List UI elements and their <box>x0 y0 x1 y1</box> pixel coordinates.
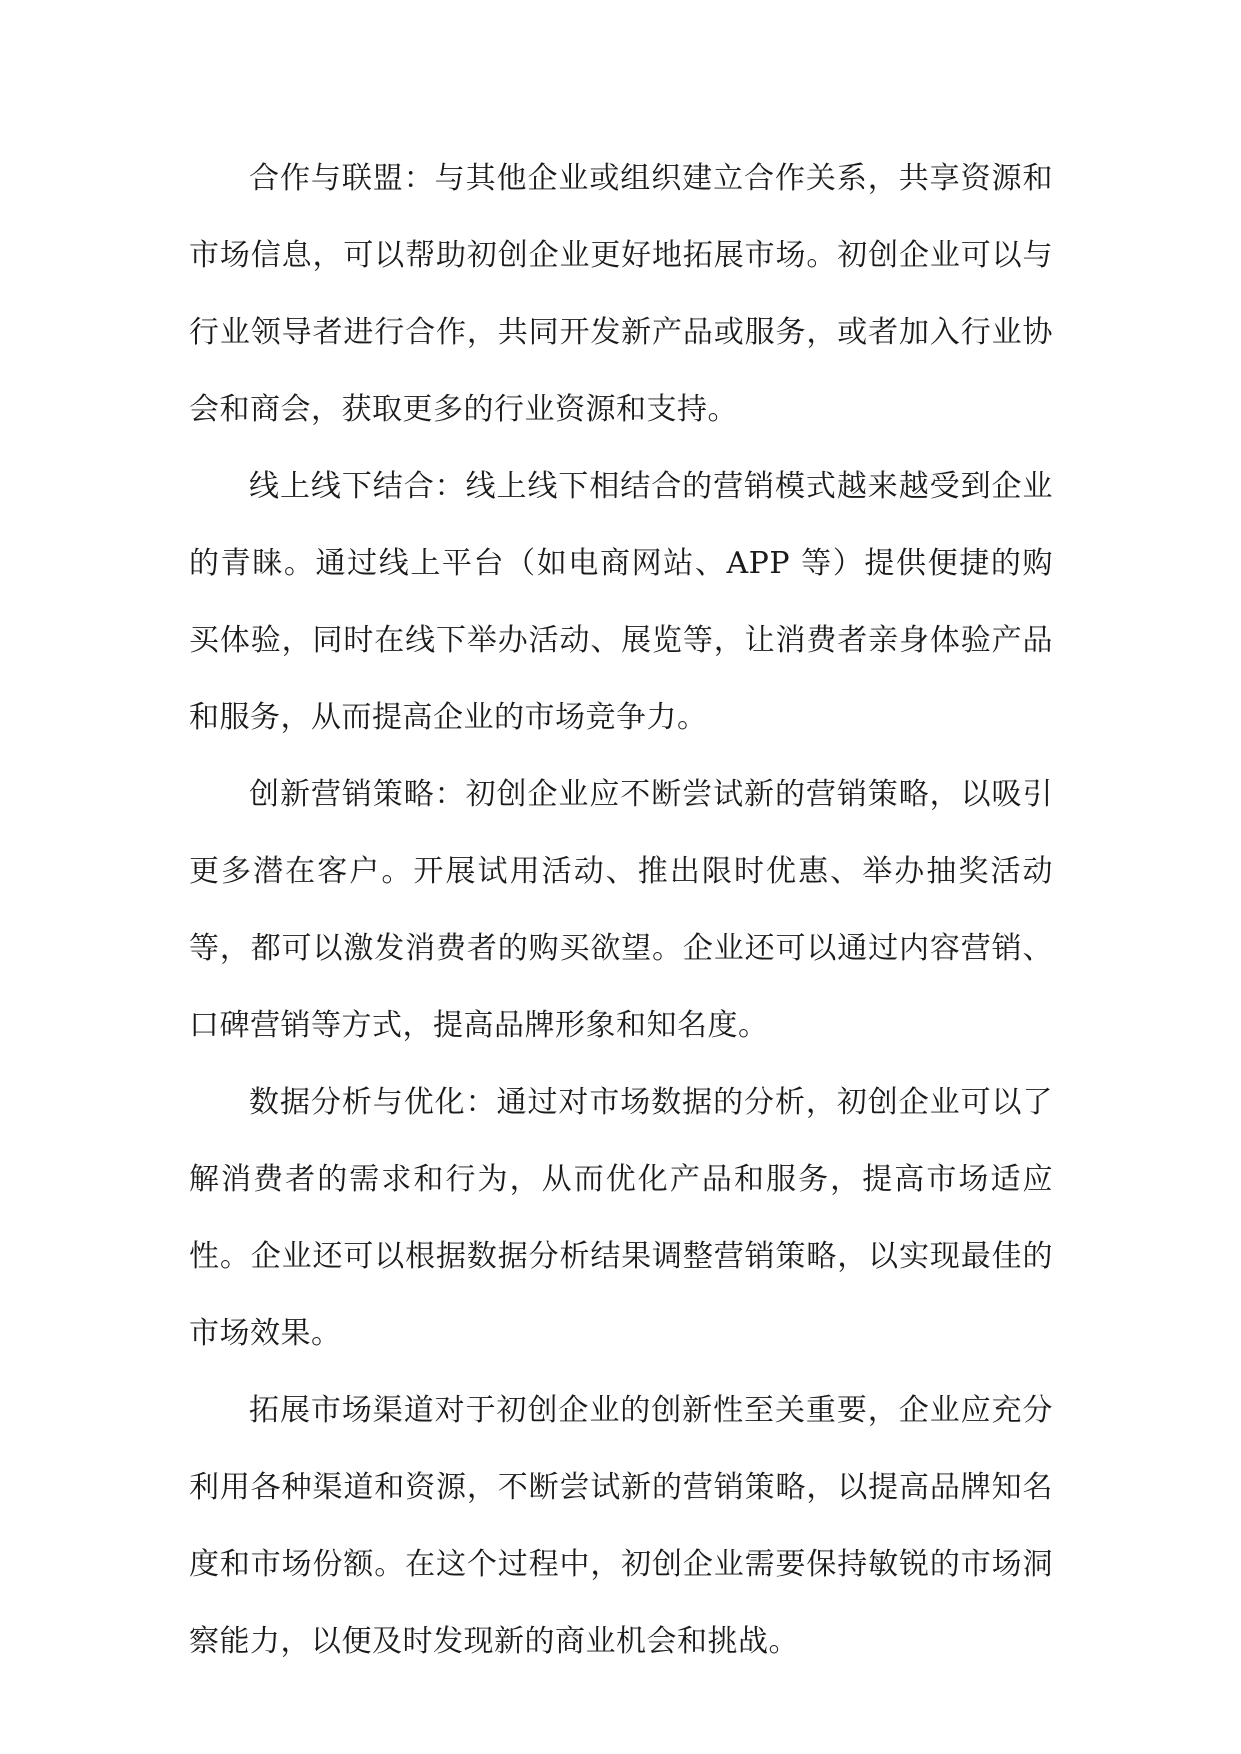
document-body <box>189 140 1053 1680</box>
paragraph-online-offline: 线上线下结合：线上线下相结合的营销模式越来越受到企业的青睐。通过线上平台（如电商网站、APP 等）提供便捷的购买体验，同时在线下举办活动、展览等，让消费者亲身体验产品和服务，从而提高企业的市场竞争力。 <box>189 469 1053 735</box>
paragraph-innovative-marketing: 创新营销策略：初创企业应不断尝试新的营销策略，以吸引更多潜在客户。开展试用活动、推出限时优惠、举办抽奖活动等，都可以激发消费者的购买欲望。企业还可以通过内容营销、口碑营销等方式，提高品牌形象和知名度。 <box>189 777 1053 1043</box>
paragraph-conclusion: 拓展市场渠道对于初创企业的创新性至关重要，企业应充分利用各种渠道和资源，不断尝试新的营销策略，以提高品牌知名度和市场份额。在这个过程中，初创企业需要保持敏锐的市场洞察能力，以便及时发现新的商业机会和挑战。 <box>189 1393 1053 1659</box>
paragraph-cooperation-alliance: 合作与联盟：与其他企业或组织建立合作关系，共享资源和市场信息，可以帮助初创企业更好地拓展市场。初创企业可以与行业领导者进行合作，共同开发新产品或服务，或者加入行业协会和商会，获取更多的行业资源和支持。 <box>189 161 1053 427</box>
paragraph-data-analysis: 数据分析与优化：通过对市场数据的分析，初创企业可以了解消费者的需求和行为，从而优化产品和服务，提高市场适应性。企业还可以根据数据分析结果调整营销策略，以实现最佳的市场效果。 <box>189 1085 1053 1351</box>
